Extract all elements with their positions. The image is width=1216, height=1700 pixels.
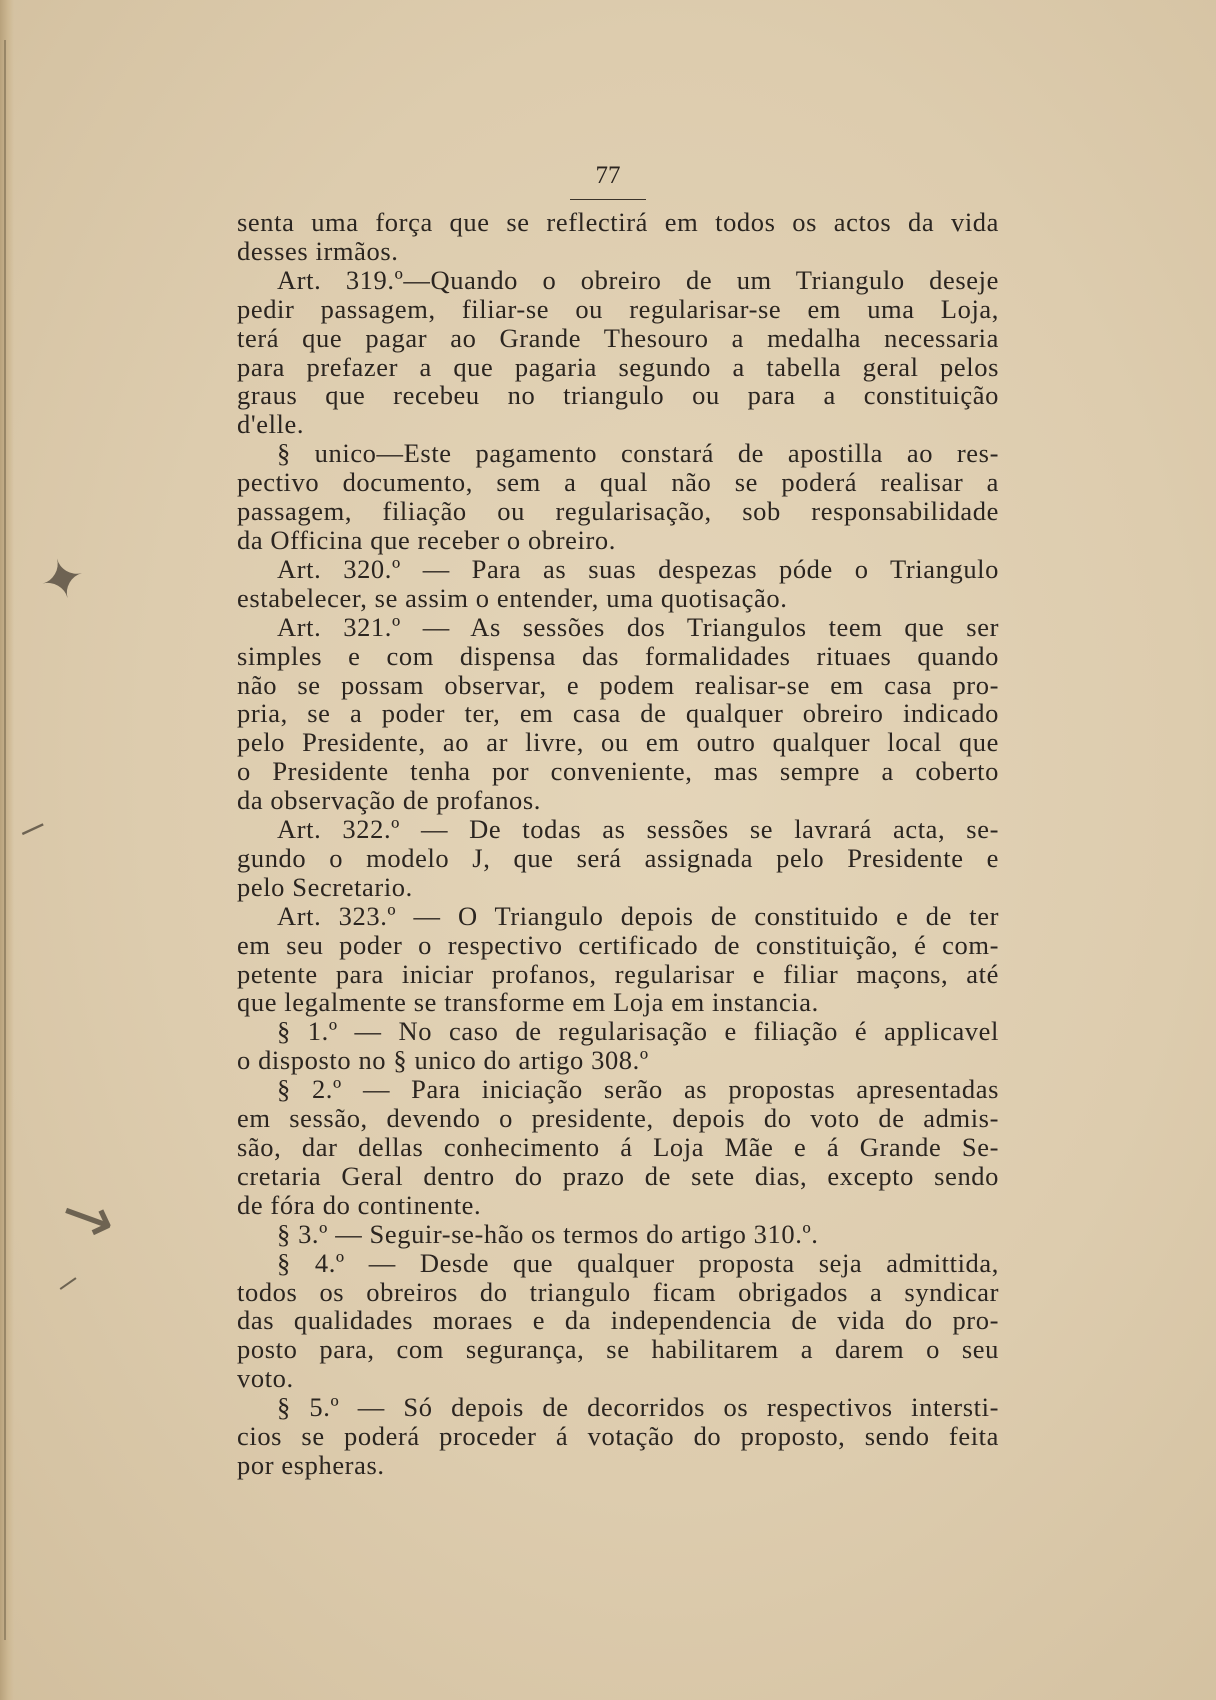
text-line: em seu poder o respectivo certificado de constituição, é com-: [237, 929, 999, 960]
page-number: 77: [595, 162, 621, 189]
text-line: passagem, filiação ou regularisação, sob responsabilidade: [237, 496, 999, 527]
text-line: d'elle.: [237, 409, 305, 440]
text-line: cretaria Geral dentro do prazo de sete dias, excepto sendo: [237, 1160, 999, 1191]
text-line: graus que recebeu no triangulo ou para a constituição: [237, 380, 999, 411]
text-line: pedir passagem, filiar-se ou regularisar-se em uma Loja,: [237, 293, 999, 324]
text-line: terá que pagar ao Grande Thesouro a medalha necessaria: [237, 322, 999, 353]
text-line: não se possam observar, e podem realisar-se em casa pro-: [237, 669, 999, 700]
text-line: são, dar dellas conhecimento á Loja Mãe e á Grande Se-: [237, 1132, 999, 1162]
text-line: todos os obreiros do triangulo ficam obrigados a syndicar: [237, 1276, 999, 1307]
text-line: cios se poderá proceder á votação do proposto, sendo feita: [237, 1421, 999, 1452]
text-line: o Presidente tenha por conveniente, mas sempre a coberto: [237, 756, 999, 787]
text-line: pectivo documento, sem a qual não se poderá realisar a: [237, 467, 999, 498]
text-line: das qualidades moraes e da independencia de vida do pro-: [237, 1305, 999, 1336]
text-line: para prefazer a que pagaria segundo a tabella geral pelos: [237, 351, 999, 382]
paper-tear-mark: ✦: [32, 543, 93, 616]
paper-tear-mark: ↘: [46, 1172, 127, 1262]
text-line: por espheras.: [237, 1449, 385, 1480]
text-line: Art. 323.º — O Triangulo depois de constituido e de ter: [277, 900, 999, 931]
text-line: § 1.º — No caso de regularisação e filiação é applicavel: [277, 1016, 999, 1047]
text-line: que legalmente se transforme em Loja em instancia.: [237, 987, 819, 1018]
text-line: de fóra do continente.: [237, 1189, 482, 1220]
text-line: gundo o modelo J, que será assignada pelo Presidente e: [237, 842, 999, 873]
text-line: desses irmãos.: [237, 235, 399, 266]
text-line: § 4.º — Desde que qualquer proposta seja admittida,: [277, 1247, 999, 1278]
text-line: Art. 322.º — De todas as sessões se lavrará acta, se-: [277, 814, 999, 845]
text-line: pelo Secretario.: [237, 871, 413, 902]
page-binding-edge: [4, 40, 6, 1640]
text-line: senta uma força que se reflectirá em todos os actos da vida: [237, 207, 999, 237]
page-edge-shadow: [0, 0, 14, 1700]
text-line: Art. 320.º — Para as suas despezas póde o Triangulo: [277, 553, 999, 584]
paper-tear-mark: ⸝: [15, 788, 58, 850]
text-line: estabelecer, se assim o entender, uma quotisação.: [237, 582, 788, 613]
text-line: da Officina que receber o obreiro.: [237, 524, 616, 555]
text-line: petente para iniciar profanos, regularisar e filiar maçons, até: [237, 958, 999, 989]
text-line: Art. 319.º—Quando o obreiro de um Triangulo deseje: [277, 264, 999, 295]
text-line: § unico—Este pagamento constará de apostilla ao res-: [277, 438, 999, 469]
text-line: o disposto no § unico do artigo 308.º: [237, 1045, 649, 1076]
page-number-rule: [570, 199, 646, 200]
text-line: § 5.º — Só depois de decorridos os respectivos intersti-: [277, 1392, 999, 1423]
text-line: pria, se a poder ter, em casa de qualquer obreiro indicado: [237, 698, 999, 729]
text-line: posto para, com segurança, se habilitarem a darem o seu: [237, 1334, 999, 1365]
text-line: voto.: [237, 1363, 294, 1394]
text-line: § 3.º — Seguir-se-hão os termos do artigo 310.º.: [277, 1218, 819, 1249]
text-line: em sessão, devendo o presidente, depois do voto de admis-: [237, 1103, 999, 1134]
paper-tear-mark: ⸝: [55, 1250, 84, 1300]
text-line: Art. 321.º — As sessões dos Triangulos teem que ser: [277, 611, 999, 642]
text-line: simples e com dispensa das formalidades rituaes quando: [237, 640, 999, 671]
text-line: pelo Presidente, ao ar livre, ou em outro qualquer local que: [237, 727, 999, 758]
text-line: da observação de profanos.: [237, 785, 542, 816]
body-text: [237, 208, 999, 1480]
text-line: § 2.º — Para iniciação serão as propostas apresentadas: [277, 1074, 999, 1105]
